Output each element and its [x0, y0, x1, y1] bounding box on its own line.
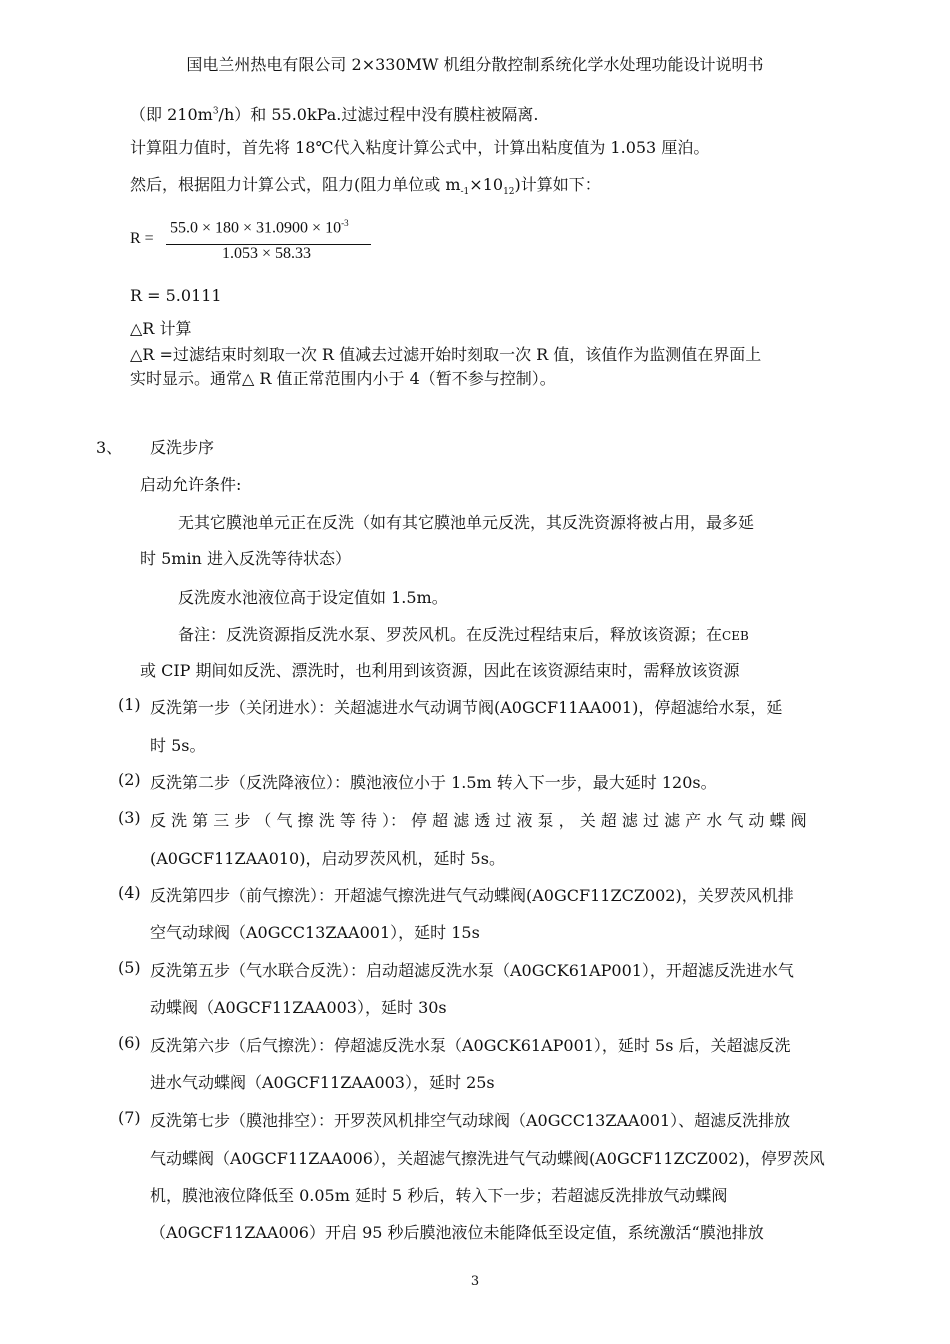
step-5-number: (5) [118, 958, 141, 977]
section-number: 3、 [96, 438, 123, 457]
step-3-line-2: (A0GCF11ZAA010)，启动罗茨风机，延时 5s。 [150, 849, 505, 868]
formula-numerator-text: 55.0 × 180 × 31.0900 × 10 [170, 219, 342, 237]
step-2-line-1: 反洗第二步（反洗降液位）：膜池液位小于 1.5m 转入下一步，最大延时 120s。 [150, 773, 717, 792]
delta-r-line-2: 实时显示。通常△ R 值正常范围内小于 4（暂不参与控制）。 [130, 369, 556, 388]
formula-result: R = 5.0111 [130, 286, 222, 305]
formula-numerator [170, 218, 349, 237]
step-1-line-1: 反洗第一步（关闭进水）：关超滤进水气动调节阀(A0GCF11AA001)，停超滤给水泵，延 [150, 698, 783, 717]
intro-line-2: 计算阻力值时，首先将 18℃代入粘度计算公式中，计算出粘度值为 1.053 厘泊。 [130, 138, 710, 157]
step-7-line-3: 机，膜池液位降低至 0.05m 延时 5 秒后，转入下一步；若超滤反洗排放气动蝶阀 [150, 1186, 728, 1205]
delta-r-line-1: △R =过滤结束时刻取一次 R 值减去过滤开始时刻取一次 R 值，该值作为监测值在界面上 [130, 345, 762, 364]
note-line-a-tail: CEB [722, 629, 749, 643]
step-7-line-1: 反洗第七步（膜池排空）：开罗茨风机排空气动球阀（A0GCC13ZAA001）、超滤反洗排放 [150, 1111, 791, 1130]
step-2-number: (2) [118, 770, 141, 789]
intro-line-3-b: ×10 [469, 175, 504, 194]
permit-line-2: 反洗废水池液位高于设定值如 1.5m。 [178, 588, 448, 607]
step-3-line-1: 反 洗 第 三 步 （ 气 擦 洗 等 待 ）： 停 超 滤 透 过 液 泵 ， 关 超 滤 过 滤 产 水 气 动 蝶 阀 [150, 811, 807, 830]
step-3-number: (3) [118, 808, 141, 827]
intro-line-1-b: /h）和 55.0kPa.过滤过程中没有膜柱被隔离. [218, 105, 539, 124]
note-line-a-text: 备注：反洗资源指反洗水泵、罗茨风机。在反洗过程结束后，释放该资源；在 [178, 625, 723, 644]
step-4-line-2: 空气动球阀（A0GCC13ZAA001），延时 15s [150, 923, 480, 942]
permit-line-1b: 时 5min 进入反洗等待状态） [140, 549, 351, 568]
intro-line-1 [130, 102, 538, 125]
step-6-line-2: 进水气动蝶阀（A0GCF11ZAA003），延时 25s [150, 1073, 495, 1092]
step-4-line-1: 反洗第四步（前气擦洗）：开超滤气擦洗进气气动蝶阀(A0GCF11ZCZ002)，关罗茨风机排 [150, 886, 794, 905]
step-7-number: (7) [118, 1108, 141, 1127]
page-header: 国电兰州热电有限公司 2×330MW 机组分散控制系统化学水处理功能设计说明书 [186, 55, 764, 74]
step-6-line-1: 反洗第六步（后气擦洗）：停超滤反洗水泵（A0GCK61AP001），延时 5s 后，关超滤反洗 [150, 1036, 791, 1055]
note-line-a [178, 622, 749, 645]
note-line-b: 或 CIP 期间如反洗、漂洗时，也利用到该资源，因此在该资源结束时，需释放该资源 [140, 661, 740, 680]
intro-line-1-sup: 3 [212, 106, 219, 117]
intro-line-3-c: )计算如下： [514, 175, 601, 194]
step-7-line-2: 气动蝶阀（A0GCF11ZAA006），关超滤气擦洗进气气动蝶阀(A0GCF11ZCZ002)，停罗茨风 [150, 1149, 825, 1168]
intro-line-3-sub2: 12 [503, 187, 515, 198]
step-6-number: (6) [118, 1033, 141, 1052]
step-1-number: (1) [118, 695, 141, 714]
step-1-line-2: 时 5s。 [150, 736, 206, 755]
step-5-line-1: 反洗第五步（气水联合反洗）：启动超滤反洗水泵（A0GCK61AP001），开超滤反洗进水气 [150, 961, 794, 980]
step-7-line-4: （A0GCF11ZAA006）开启 95 秒后膜池液位未能降低至设定值，系统激活“膜池排放 [150, 1223, 764, 1242]
delta-r-title: △R 计算 [130, 319, 192, 338]
formula-exponent: -3 [341, 218, 349, 228]
permit-line-1a: 无其它膜池单元正在反洗（如有其它膜池单元反洗，其反洗资源将被占用，最多延 [178, 513, 755, 532]
intro-line-1-a: （即 210m [130, 105, 213, 124]
formula-denominator: 1.053 × 58.33 [222, 245, 312, 262]
page-number: 3 [470, 1274, 480, 1289]
section-title: 反洗步序 [150, 438, 215, 457]
permit-title: 启动允许条件: [140, 475, 242, 494]
step-4-number: (4) [118, 883, 141, 902]
step-5-line-2: 动蝶阀（A0GCF11ZAA003），延时 30s [150, 998, 447, 1017]
intro-line-3-sub1: -1 [460, 187, 470, 198]
intro-line-3-a: 然后，根据阻力计算公式，阻力(阻力单位或 m [130, 175, 461, 194]
intro-line-3 [130, 172, 601, 197]
formula-lhs: R = [130, 230, 154, 247]
